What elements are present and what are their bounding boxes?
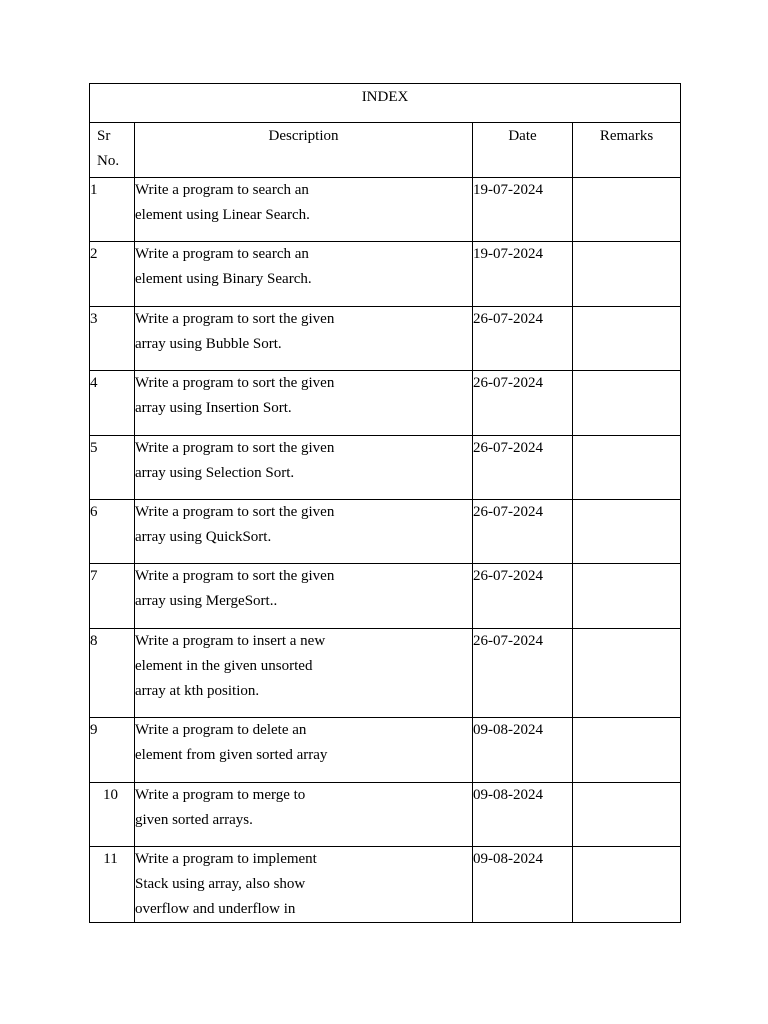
row-remarks — [573, 564, 681, 629]
row-date: 09-08-2024 — [473, 718, 573, 783]
description-line: element using Binary Search. — [135, 271, 312, 287]
description-line: Write a program to search an — [135, 246, 309, 262]
description-line: Write a program to sort the given — [135, 311, 335, 327]
header-sr-line2: No. — [97, 153, 120, 169]
row-remarks — [573, 436, 681, 500]
row-description — [135, 847, 473, 923]
row-description — [135, 500, 473, 564]
table-row — [90, 847, 681, 923]
row-date: 26-07-2024 — [473, 436, 573, 500]
description-line: Write a program to implement — [135, 851, 317, 867]
header-remarks: Remarks — [573, 123, 681, 178]
index-table — [89, 83, 681, 923]
row-date: 26-07-2024 — [473, 629, 573, 718]
description-line: array using QuickSort. — [135, 529, 272, 545]
table-row — [90, 629, 681, 718]
description-line: given sorted arrays. — [135, 812, 253, 828]
description-line: array using Insertion Sort. — [135, 400, 292, 416]
description-line: array at kth position. — [135, 683, 260, 699]
row-remarks — [573, 718, 681, 783]
row-date: 19-07-2024 — [473, 178, 573, 242]
description-line: overflow and underflow in — [135, 901, 296, 917]
title-row — [90, 84, 681, 123]
row-description — [135, 242, 473, 307]
row-description — [135, 178, 473, 242]
row-description — [135, 718, 473, 783]
table-row — [90, 500, 681, 564]
row-sr-no: 4 — [90, 371, 135, 436]
header-sr-no — [90, 123, 135, 178]
description-line: Write a program to delete an — [135, 722, 307, 738]
row-remarks — [573, 783, 681, 847]
row-description — [135, 564, 473, 629]
row-date: 26-07-2024 — [473, 307, 573, 371]
header-sr-line1: Sr — [97, 128, 111, 144]
description-line: element using Linear Search. — [135, 207, 310, 223]
header-description: Description — [135, 123, 473, 178]
row-description — [135, 783, 473, 847]
row-date: 26-07-2024 — [473, 500, 573, 564]
row-date: 26-07-2024 — [473, 371, 573, 436]
description-line: element from given sorted array — [135, 747, 328, 763]
table-row — [90, 564, 681, 629]
row-sr-no: 9 — [90, 718, 135, 783]
row-date: 26-07-2024 — [473, 564, 573, 629]
row-description — [135, 629, 473, 718]
description-line: Write a program to sort the given — [135, 375, 335, 391]
row-date: 09-08-2024 — [473, 847, 573, 923]
row-sr-no: 1 — [90, 178, 135, 242]
header-date: Date — [473, 123, 573, 178]
table-row — [90, 307, 681, 371]
description-line: Write a program to sort the given — [135, 504, 335, 520]
description-line: Write a program to sort the given — [135, 440, 335, 456]
table-row — [90, 242, 681, 307]
description-line: Write a program to search an — [135, 182, 309, 198]
row-remarks — [573, 847, 681, 923]
row-sr-no: 10 — [90, 783, 135, 847]
description-line: element in the given unsorted — [135, 658, 313, 674]
row-description — [135, 436, 473, 500]
row-date: 09-08-2024 — [473, 783, 573, 847]
row-description — [135, 307, 473, 371]
description-line: array using MergeSort.. — [135, 593, 278, 609]
row-sr-no: 7 — [90, 564, 135, 629]
description-line: array using Bubble Sort. — [135, 336, 282, 352]
description-line: Stack using array, also show — [135, 876, 306, 892]
row-sr-no: 6 — [90, 500, 135, 564]
row-remarks — [573, 500, 681, 564]
row-remarks — [573, 178, 681, 242]
row-date: 19-07-2024 — [473, 242, 573, 307]
table-row — [90, 783, 681, 847]
table-row — [90, 178, 681, 242]
row-remarks — [573, 629, 681, 718]
header-row — [90, 123, 681, 178]
row-description — [135, 371, 473, 436]
row-remarks — [573, 307, 681, 371]
index-title: INDEX — [90, 84, 681, 123]
rows-body — [90, 178, 681, 923]
table-row — [90, 718, 681, 783]
description-line: Write a program to insert a new — [135, 633, 326, 649]
row-sr-no: 2 — [90, 242, 135, 307]
row-sr-no: 8 — [90, 629, 135, 718]
row-sr-no: 3 — [90, 307, 135, 371]
description-line: Write a program to sort the given — [135, 568, 335, 584]
table-row — [90, 371, 681, 436]
row-sr-no: 11 — [90, 847, 135, 923]
row-remarks — [573, 371, 681, 436]
description-line: Write a program to merge to — [135, 787, 306, 803]
row-remarks — [573, 242, 681, 307]
description-line: array using Selection Sort. — [135, 465, 295, 481]
table-row — [90, 436, 681, 500]
row-sr-no: 5 — [90, 436, 135, 500]
